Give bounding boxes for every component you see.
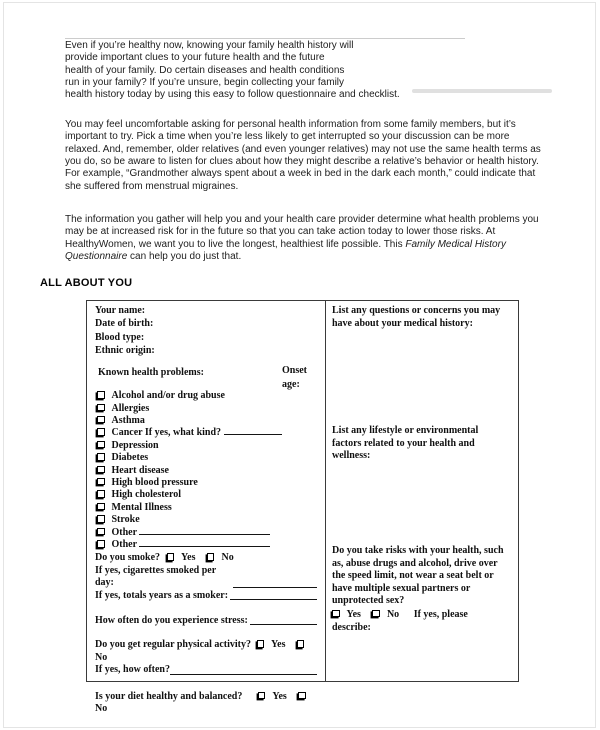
your-name-field-label: Your name: — [95, 305, 146, 316]
condition-label: Alcohol and/or drug abuse — [111, 390, 225, 402]
condition-row — [95, 440, 317, 452]
mental-illness-checkbox[interactable] — [97, 503, 105, 511]
condition-label: Mental Illness — [111, 501, 172, 513]
condition-label: High blood pressure — [111, 476, 198, 488]
heart-disease-checkbox[interactable] — [97, 466, 105, 474]
paragraph-line: health of your family. Do certain diseases and health conditions — [65, 64, 345, 76]
condition-row — [95, 427, 317, 439]
smoke-question-label: Do you smoke? — [95, 552, 161, 564]
diet-question-row — [95, 691, 317, 716]
intro-paragraph-2: You may feel uncomfortable asking for personal health information from some family members, but it’s important to try. Pick a time when you’re less likely to get interrupted so your discussion can be more relaxed. And, remember, older relatives (and even younger relatives) may not use the same health terms as you do, so be aware to listen for clues about how they might describe a relative’s behavior or health history. For example, “Grandmother always spent about a week in bed in the dark each month,” could indicate that she suffered from menstrual migraines. — [65, 119, 541, 192]
risk-describe-label: If yes, please describe: — [332, 608, 468, 633]
questions-concerns-prompt: List any questions or concerns you may have about your medical history: — [332, 305, 501, 329]
diet-yes-checkbox[interactable] — [258, 692, 266, 700]
no-label: No — [95, 651, 108, 663]
risk-no-checkbox[interactable] — [372, 610, 380, 618]
cancer-checkbox[interactable] — [97, 428, 105, 436]
risk-yes-no-row — [332, 609, 509, 634]
activity-no-checkbox[interactable] — [297, 640, 305, 648]
condition-label: Depression — [111, 439, 159, 451]
condition-row — [95, 527, 317, 539]
paragraph-line: provide important clues to your future health and the future — [65, 52, 325, 64]
condition-row — [95, 539, 317, 551]
smoke-question-row — [95, 552, 317, 564]
high-cholesterol-checkbox[interactable] — [97, 490, 105, 498]
high-blood-pressure-checkbox[interactable] — [97, 478, 105, 486]
intro-paragraph-3 — [65, 214, 544, 263]
table-right-column — [326, 301, 518, 681]
alcohol-checkbox[interactable] — [97, 391, 105, 399]
lifestyle-factors-prompt: List any lifestyle or environmental factors related to your health and wellness: — [332, 425, 479, 462]
condition-label: Other — [111, 539, 137, 550]
diabetes-checkbox[interactable] — [97, 453, 105, 461]
table-left-column — [87, 301, 326, 715]
risk-behavior-block — [332, 545, 509, 634]
condition-label: Allergies — [111, 402, 150, 414]
cigarettes-per-day-blank[interactable] — [233, 580, 317, 588]
diet-question-label: Is your diet healthy and balanced? — [95, 690, 243, 702]
smoke-no-checkbox[interactable] — [207, 553, 215, 561]
cigarettes-per-day-label: If yes, cigarettes smoked per day: — [95, 564, 216, 589]
activity-question-row — [95, 639, 317, 664]
activity-followup-label: If yes, how often? — [95, 664, 170, 676]
yes-label: Yes — [181, 552, 196, 564]
stress-blank[interactable] — [250, 617, 317, 625]
condition-label: Diabetes — [111, 452, 149, 464]
condition-label: Asthma — [111, 414, 145, 426]
other-2-checkbox[interactable] — [97, 540, 105, 548]
allergies-checkbox[interactable] — [97, 404, 105, 412]
paragraph-text: can help you do just that. — [127, 251, 242, 263]
paragraph-text: The information you gather will help you and your health care provider determine what health problems you may be at increased risk for in the future so that you can take action today to lower those risks. At HealthyWomen, we want you to live the longest, healthiest life possible. This — [65, 214, 539, 250]
no-label: No — [221, 552, 234, 564]
other-1-blank[interactable] — [139, 527, 270, 535]
years-smoker-row — [95, 590, 317, 602]
condition-row — [95, 477, 317, 489]
condition-row — [95, 403, 317, 415]
condition-label: Other — [111, 526, 137, 538]
condition-row — [95, 502, 317, 514]
asthma-checkbox[interactable] — [97, 416, 105, 424]
condition-row — [95, 452, 317, 464]
condition-row — [95, 465, 317, 477]
questionnaire-title-italic: Family Medical History Questionnaire — [65, 238, 506, 263]
other-2-blank[interactable] — [139, 539, 270, 547]
cancer-kind-blank[interactable] — [224, 427, 282, 435]
activity-question-label: Do you get regular physical activity? — [95, 639, 252, 651]
faded-image-remnant-line — [65, 38, 465, 39]
condition-label: Heart disease — [111, 464, 169, 476]
yes-label: Yes — [272, 690, 287, 702]
condition-row — [95, 489, 317, 501]
condition-row — [95, 514, 317, 526]
activity-followup-blank[interactable] — [170, 667, 317, 675]
stress-row — [95, 615, 317, 627]
stress-question-label: How often do you experience stress: — [95, 615, 248, 627]
known-health-problems-label: Known health problems: — [98, 366, 204, 378]
condition-row — [95, 415, 317, 427]
diet-no-checkbox[interactable] — [298, 692, 306, 700]
depression-checkbox[interactable] — [97, 441, 105, 449]
date-of-birth-field-label: Date of birth: — [95, 318, 154, 330]
paragraph-line: Even if you’re healthy now, knowing your family health history will — [65, 40, 354, 51]
conditions-checklist — [95, 390, 317, 551]
risk-yes-checkbox[interactable] — [332, 610, 340, 618]
years-smoker-label: If yes, totals years as a smoker: — [95, 589, 229, 601]
yes-label: Yes — [346, 608, 361, 620]
cigarettes-per-day-row — [95, 565, 317, 590]
condition-row — [95, 390, 317, 402]
years-smoker-blank[interactable] — [230, 592, 317, 600]
activity-followup-row — [95, 664, 317, 676]
risk-behavior-prompt: Do you take risks with your health, such as, abuse drugs and alcohol, drive over the speed limit, not wear a seat belt or have multiple sexual partners or unprotected sex? — [332, 545, 504, 607]
no-label: No — [386, 608, 400, 620]
activity-yes-checkbox[interactable] — [257, 640, 265, 648]
ethnic-origin-field-label: Ethnic origin: — [95, 345, 155, 357]
blood-type-field-label: Blood type: — [95, 331, 145, 343]
onset-age-column-label: Onset age: — [282, 365, 307, 390]
condition-label: High cholesterol — [111, 489, 182, 501]
section-heading: ALL ABOUT YOU — [40, 277, 133, 289]
other-1-checkbox[interactable] — [97, 528, 105, 536]
all-about-you-table — [86, 300, 519, 715]
condition-label: Stroke — [111, 514, 140, 526]
paragraph-line: run in your family? If you’re unsure, begin collecting your family — [65, 77, 345, 89]
intro-paragraph-1 — [65, 40, 495, 102]
stroke-checkbox[interactable] — [97, 515, 105, 523]
no-label: No — [95, 703, 108, 715]
smoke-yes-checkbox[interactable] — [167, 553, 175, 561]
paragraph-line: health history today by using this easy to follow questionnaire and checklist. — [65, 89, 400, 101]
yes-label: Yes — [271, 639, 286, 651]
condition-label: Cancer If yes, what kind? — [111, 427, 222, 439]
